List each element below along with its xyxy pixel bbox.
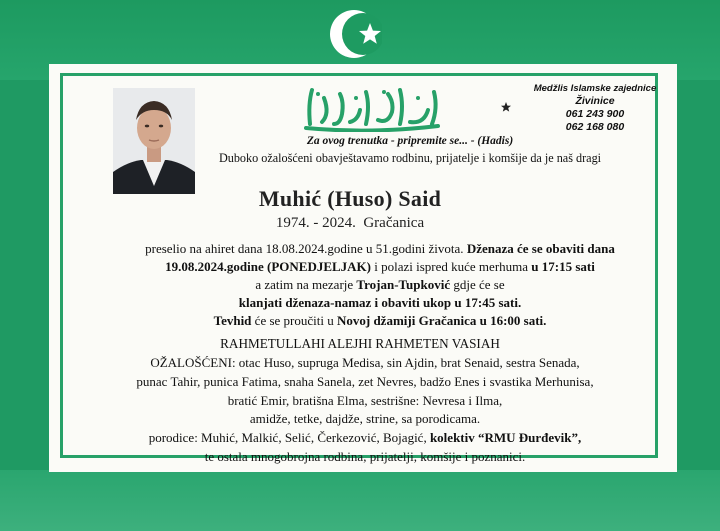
funeral-text: Dženaza će se obaviti dana (466, 241, 615, 256)
contact-block (520, 82, 670, 134)
life-years: 1974. - 2024. (275, 215, 356, 231)
departure-time: u 17:15 sati (531, 259, 595, 274)
organization-name: Medžlis Islamske zajednice (533, 83, 657, 94)
cemetery-text: a zatim na mezarje (255, 277, 354, 292)
mourners-line-2: punac Tahir, punica Fatima, snaha Sanela, zet Nevres, badžo Enes i svastika Merhunisa, (136, 373, 594, 389)
collective-name: kolektiv “RMU Đurđevik”, (429, 430, 582, 446)
prayer-line: RAHMETULLAHI ALEJHI RAHMETEN VASIAH (220, 336, 500, 351)
departure-text: i polazi ispred kuće merhuma (374, 259, 529, 274)
death-date-text: preselio na ahiret dana 18.08.2024.godine u 51.godini života. (145, 241, 464, 256)
deceased-name: Muhić (Huso) Said (258, 186, 442, 211)
announcement-line-5 (100, 312, 660, 330)
mourners-list (85, 354, 645, 467)
phone-1: 061 243 900 (565, 108, 625, 120)
funeral-date: 19.08.2024.godine (PONEDJELJAK) (165, 259, 371, 274)
islamic-community-logo-icon (486, 84, 516, 130)
families-text: porodice: Muhić, Malkić, Selić, Čerkezović, Bojagić, (148, 430, 427, 446)
deceased-photo (113, 88, 195, 194)
deceased-dates (200, 215, 500, 232)
crescent-star-icon (330, 8, 382, 60)
mourners-line-6: te ostala mnogobrojna rodbina, prijatelji, komšije i poznanici. (204, 448, 526, 464)
announcement-line-1 (100, 240, 660, 258)
cemetery-name: Trojan-Tupković (356, 277, 451, 292)
tevhid-text: će se proučiti u (254, 313, 334, 328)
intro-line: Duboko ožalošćeni obavještavamo rodbinu, prijatelje i komšije da je naš dragi (218, 151, 602, 165)
phone-2: 062 168 080 (565, 121, 625, 133)
announcement-line-4 (100, 294, 660, 312)
mourners-line-1: OŽALOŠĆENI: otac Huso, supruga Medisa, sin Ajdin, brat Senaid, sestra Senada, (150, 355, 580, 370)
burial-time: klanjati dženaza-namaz i obaviti ukop u 17:45 sati. (238, 295, 522, 310)
birthplace: Gračanica (363, 215, 425, 231)
mourners-line-4: amidže, tetke, dajdže, strine, sa porodicama. (249, 411, 481, 427)
mourners-line-3: bratić Emir, bratišna Elma, sestrišne: Nevresa i Ilma, (227, 392, 503, 408)
green-footer-band (0, 470, 720, 531)
tevhid-location: Novoj džamiji Gračanica u 16:00 sati. (336, 313, 547, 328)
announcement-line-2 (100, 258, 660, 276)
announcement-line-3 (100, 276, 660, 294)
organization-city: Živinice (575, 95, 615, 107)
funeral-announcement (100, 240, 660, 330)
tevhid-label: Tevhid (213, 313, 252, 328)
mourners-line-5 (85, 429, 645, 448)
arabic-calligraphy-icon (300, 84, 442, 132)
hadith-quote: Za ovog trenutka - pripremite se... - (Hadis) (306, 135, 514, 147)
cemetery-text-end: gdje će se (453, 277, 505, 292)
